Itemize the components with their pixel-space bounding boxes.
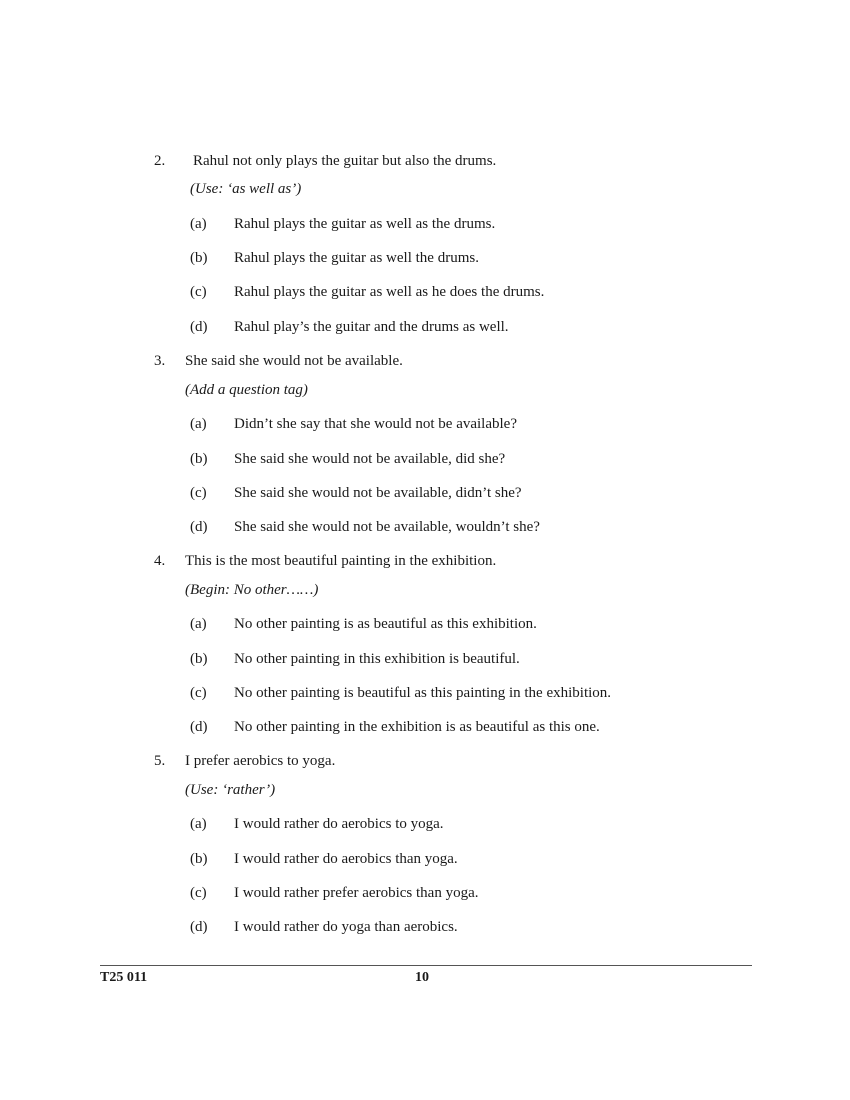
- question-text: I prefer aerobics to yoga.: [185, 753, 336, 769]
- option-text: Rahul play’s the guitar and the drums as well.: [234, 319, 509, 335]
- option-letter: (d): [190, 519, 208, 535]
- question-text: Rahul not only plays the guitar but also the drums.: [193, 153, 497, 169]
- option-text: I would rather do yoga than aerobics.: [234, 919, 458, 935]
- option-letter: (a): [190, 616, 207, 632]
- option-letter: (d): [190, 919, 208, 935]
- option-letter: (b): [190, 851, 208, 867]
- option-letter: (c): [190, 284, 207, 300]
- option-letter: (a): [190, 416, 207, 432]
- option-text: I would rather prefer aerobics than yoga.: [234, 885, 479, 901]
- option-text: She said she would not be available, wouldn’t she?: [234, 519, 540, 535]
- option-letter: (c): [190, 485, 207, 501]
- question-number: 5.: [154, 753, 166, 769]
- question-instruction: (Use: ‘as well as’): [190, 181, 302, 197]
- option-text: Rahul plays the guitar as well as the drums.: [234, 216, 496, 232]
- option-letter: (d): [190, 319, 208, 335]
- option-letter: (a): [190, 216, 207, 232]
- option-letter: (d): [190, 719, 208, 735]
- option-letter: (c): [190, 885, 207, 901]
- option-text: No other painting in the exhibition is as beautiful as this one.: [234, 719, 600, 735]
- option-text: Rahul plays the guitar as well as he does the drums.: [234, 284, 545, 300]
- option-letter: (b): [190, 651, 208, 667]
- option-text: Didn’t she say that she would not be available?: [234, 416, 517, 432]
- option-text: I would rather do aerobics to yoga.: [234, 816, 444, 832]
- question-instruction: (Begin: No other……): [185, 582, 319, 598]
- option-text: No other painting is beautiful as this painting in the exhibition.: [234, 685, 612, 701]
- question-instruction: (Use: ‘rather’): [185, 782, 276, 798]
- footer-divider: [100, 965, 752, 966]
- question-number: 2.: [154, 153, 166, 169]
- option-text: No other painting is as beautiful as this exhibition.: [234, 616, 537, 632]
- option-letter: (a): [190, 816, 207, 832]
- question-instruction: (Add a question tag): [185, 382, 308, 398]
- option-letter: (b): [190, 250, 208, 266]
- question-text: This is the most beautiful painting in the exhibition.: [185, 553, 497, 569]
- question-number: 3.: [154, 353, 166, 369]
- option-text: I would rather do aerobics than yoga.: [234, 851, 458, 867]
- option-text: She said she would not be available, didn’t she?: [234, 485, 522, 501]
- option-text: She said she would not be available, did she?: [234, 451, 506, 467]
- option-text: No other painting in this exhibition is beautiful.: [234, 651, 520, 667]
- question-number: 4.: [154, 553, 166, 569]
- question-text: She said she would not be available.: [185, 353, 403, 369]
- option-letter: (b): [190, 451, 208, 467]
- paper-code: T25 011: [100, 970, 148, 985]
- option-text: Rahul plays the guitar as well the drums.: [234, 250, 479, 266]
- page-number: 10: [415, 970, 429, 985]
- option-letter: (c): [190, 685, 207, 701]
